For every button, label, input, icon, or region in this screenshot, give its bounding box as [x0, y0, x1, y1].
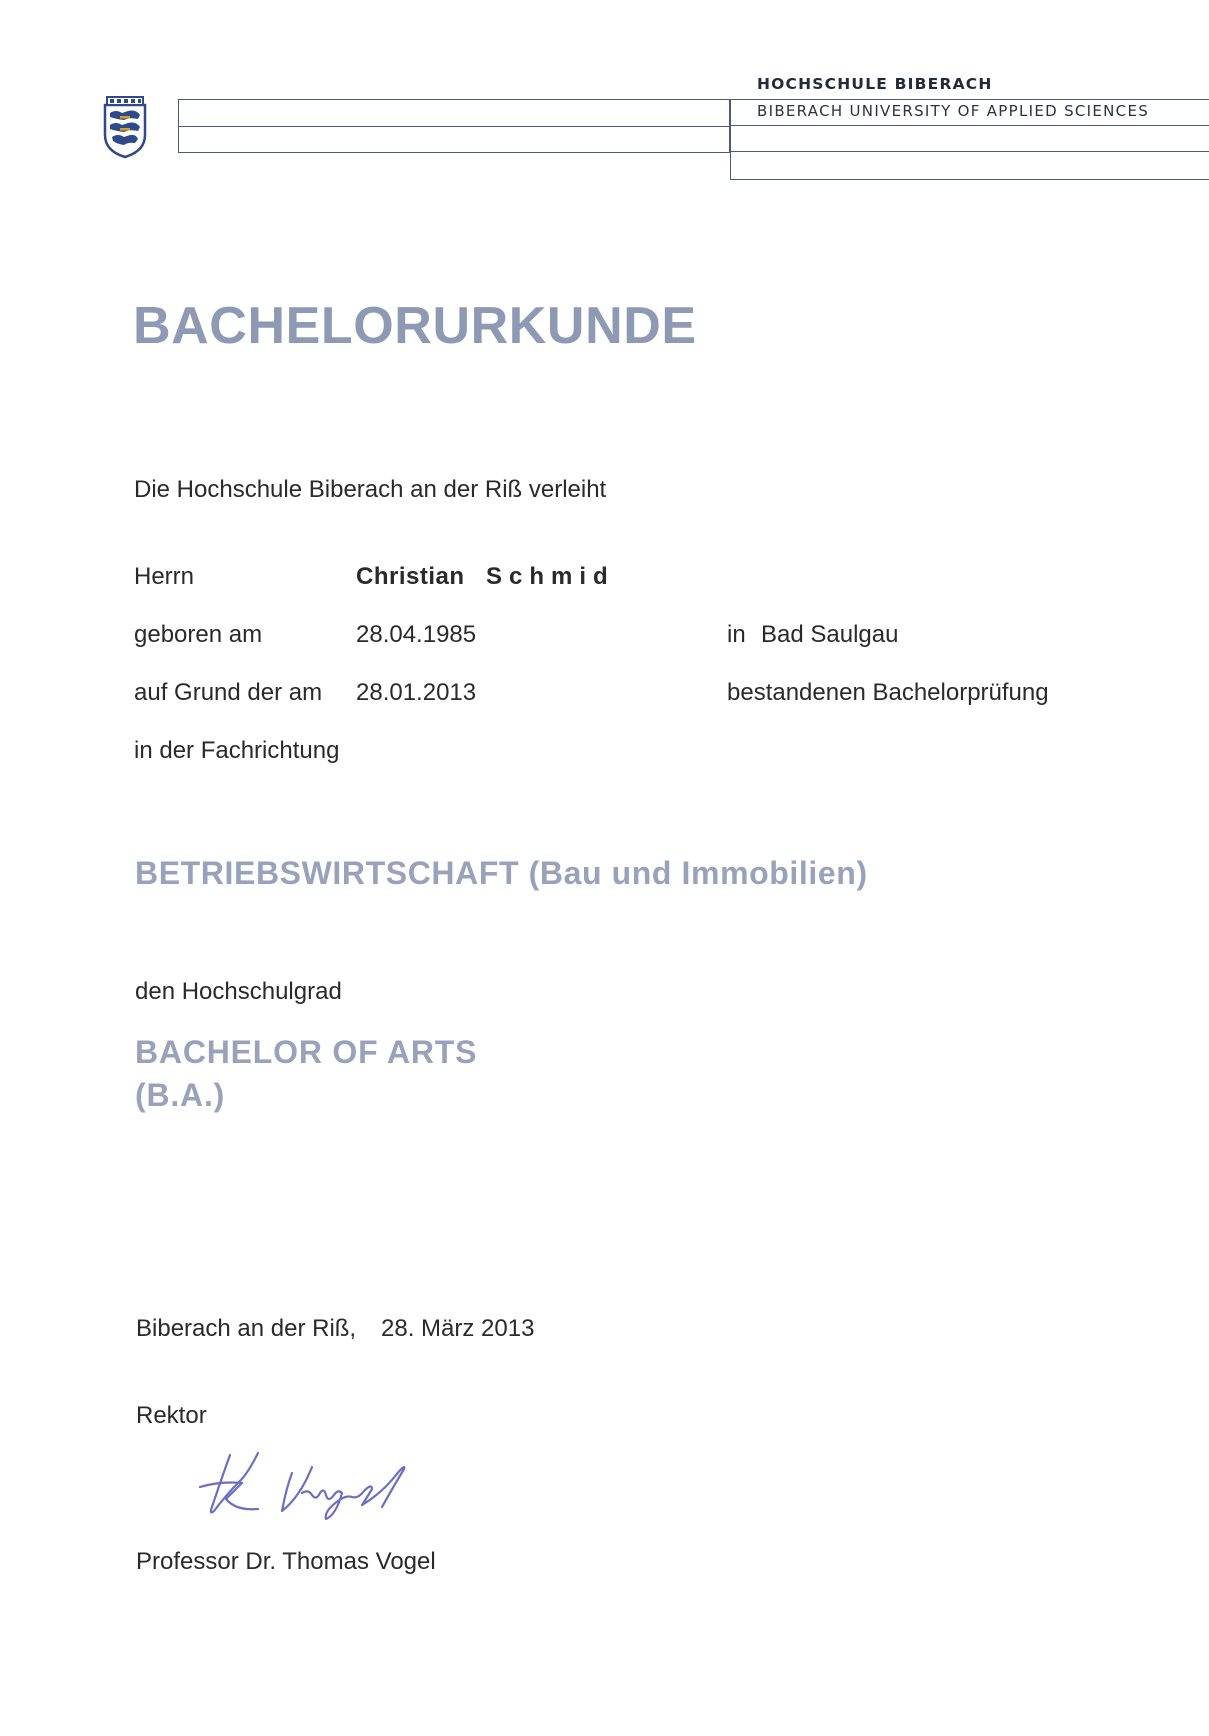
university-subtitle: BIBERACH UNIVERSITY OF APPLIED SCIENCES [757, 102, 1150, 120]
recipient-first-name: Christian [356, 563, 465, 590]
university-name: HOCHSCHULE BIBERACH [757, 75, 993, 93]
salutation: Herrn [134, 563, 195, 590]
exam-suffix: bestandenen Bachelorprüfung [727, 679, 1049, 706]
intro-text: Die Hochschule Biberach an der Riß verleiht [134, 476, 607, 503]
degree-label: den Hochschulgrad [135, 978, 342, 1005]
header-frame-left [178, 99, 730, 153]
document-title: BACHELORURKUNDE [133, 297, 697, 355]
degree-name: BACHELOR OF ARTS [135, 1034, 478, 1070]
exam-date: 28.01.2013 [356, 679, 477, 706]
birth-place: Bad Saulgau [761, 621, 899, 648]
birth-date: 28.04.1985 [356, 621, 477, 648]
exam-label: auf Grund der am [134, 679, 323, 706]
signatory-name: Professor Dr. Thomas Vogel [136, 1548, 436, 1575]
header-frame-lower-line [730, 151, 1209, 152]
signatory-role: Rektor [136, 1402, 207, 1429]
birth-label: geboren am [134, 621, 263, 648]
field-label: in der Fachrichtung [134, 737, 340, 764]
birth-place-prefix: in [727, 621, 746, 648]
field-of-study: BETRIEBSWIRTSCHAFT (Bau und Immobilien) [135, 855, 868, 891]
handwritten-signature-icon [196, 1445, 436, 1525]
issue-date: 28. März 2013 [381, 1315, 535, 1342]
degree-abbreviation: (B.A.) [135, 1077, 226, 1113]
issue-place: Biberach an der Riß, [136, 1315, 357, 1342]
recipient-last-name: Schmid [486, 563, 615, 590]
header-frame-middle-line [730, 125, 1209, 126]
coat-of-arms-icon [102, 95, 148, 159]
header-frame-divider [730, 99, 731, 180]
header-frame-top-line [730, 99, 1209, 100]
header-frame-bottom-line [730, 179, 1209, 180]
